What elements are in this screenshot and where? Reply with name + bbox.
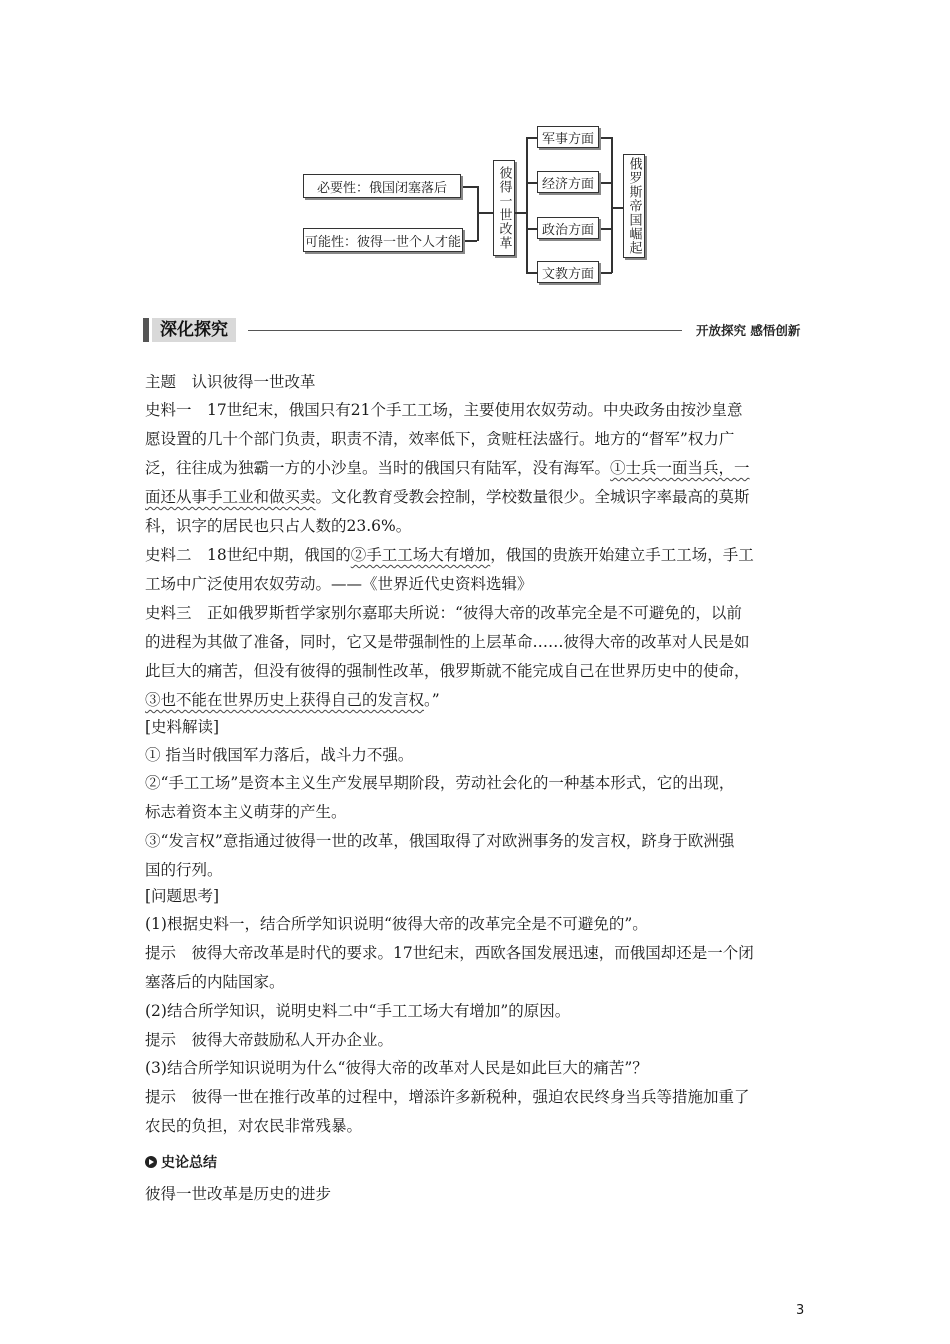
source3-line: 史料三 正如俄罗斯哲学家别尔嘉耶夫所说：“彼得大帝的改革完全是不可避免的，以前 [145, 604, 742, 622]
annotation-2-underline: ②手工工场大有增加 [350, 546, 491, 564]
section-subtitle: 开放探究 感悟创新 [696, 323, 801, 338]
source3-line: 此巨大的痛苦，但没有彼得的强制性改革，俄罗斯就不能完成自己在世界历史中的使命， [145, 662, 750, 680]
branch-politics: 政治方面 [537, 217, 599, 239]
annotation-1-underline-cont: 面还从事手工业和做买卖 [145, 488, 316, 506]
branch-economy: 经济方面 [537, 171, 599, 193]
interpretation-item: ③“发言权”意指通过彼得一世的改革，俄国取得了对欧洲事务的发言权，跻身于欧洲强 [145, 832, 735, 850]
topic-line: 主题 认识彼得一世改革 [145, 373, 316, 391]
answer-3: 提示 彼得一世在推行改革的过程中，增添许多新税种，强迫农民终身当兵等措施加重了 [145, 1088, 750, 1106]
interpretation-item: 标志着资本主义萌芽的产生。 [145, 803, 347, 821]
branch-military: 军事方面 [537, 126, 599, 148]
necessity-box: 必要性：俄国闭塞落后 [303, 174, 461, 198]
answer-2: 提示 彼得大帝鼓励私人开办企业。 [145, 1031, 394, 1049]
answer-3: 农民的负担，对农民非常残暴。 [145, 1117, 363, 1135]
source3-line: ③也不能在世界历史上获得自己的发言权。” [145, 691, 440, 709]
question-3: (3)结合所学知识说明为什么“彼得大帝的改革对人民是如此巨大的痛苦”？ [145, 1059, 648, 1077]
source2-line: 工场中广泛使用农奴劳动。——《世界近代史资料选辑》 [145, 575, 533, 593]
question-1: (1)根据史料一，结合所学知识说明“彼得大帝的改革完全是不可避免的”。 [145, 915, 648, 933]
source1-line: 愿设置的几十个部门负责，职责不清，效率低下，贪赃枉法盛行。地方的“督军”权力广 [145, 430, 735, 448]
play-icon [145, 1156, 157, 1168]
branch-culture: 文教方面 [537, 261, 599, 283]
questions-heading: [问题思考] [145, 887, 220, 905]
interpretation-item: ① 指当时俄国军力落后，战斗力不强。 [145, 746, 414, 764]
result-label: 俄罗斯帝国崛起 [626, 157, 642, 255]
source1-line: 科，识字的居民也只占人数的23.6%。 [145, 517, 412, 535]
summary-text: 彼得一世改革是历史的进步 [145, 1185, 332, 1203]
interpretation-heading: [史料解读] [145, 718, 220, 736]
annotation-1-underline: ①士兵一面当兵，一 [610, 459, 750, 477]
source1-line: 泛，往往成为独霸一方的小沙皇。当时的俄国只有陆军，没有海军。①士兵一面当兵，一 [145, 459, 750, 477]
answer-1: 提示 彼得大帝改革是时代的要求。17世纪末，西欧各国发展迅速，而俄国却还是一个闭 [145, 944, 754, 962]
reform-center-box [493, 160, 515, 256]
section-divider [248, 330, 682, 331]
source2-line: 史料二 18世纪中期，俄国的②手工工场大有增加，俄国的贵族开始建立手工工场，手工 [145, 546, 754, 564]
annotation-3-underline: ③也不能在世界历史上获得自己的发言权 [145, 691, 425, 709]
possibility-box: 可能性：彼得一世个人才能 [303, 228, 463, 252]
section-marker [143, 318, 149, 342]
answer-1: 塞落后的内陆国家。 [145, 973, 285, 991]
interpretation-item: 国的行列。 [145, 861, 223, 879]
section-title: 深化探究 [152, 318, 236, 342]
question-2: (2)结合所学知识，说明史料二中“手工工场大有增加”的原因。 [145, 1002, 571, 1020]
summary-heading: 史论总结 [145, 1152, 217, 1172]
source1-line: 面还从事手工业和做买卖。文化教育受教会控制，学校数量很少。全城识字率最高的莫斯 [145, 488, 750, 506]
reform-center-label: 彼得一世改革 [496, 166, 512, 250]
source3-line: 的进程为其做了准备，同时，它又是带强制性的上层革命……彼得大帝的改革对人民是如 [145, 633, 750, 651]
source1-line: 史料一 17世纪末，俄国只有21个手工工场，主要使用农奴劳动。中央政务由按沙皇意 [145, 401, 743, 419]
interpretation-item: ②“手工工场”是资本主义生产发展早期阶段，劳动社会化的一种基本形式，它的出现， [145, 774, 735, 792]
page-number: 3 [796, 1303, 805, 1318]
result-box [623, 154, 645, 258]
